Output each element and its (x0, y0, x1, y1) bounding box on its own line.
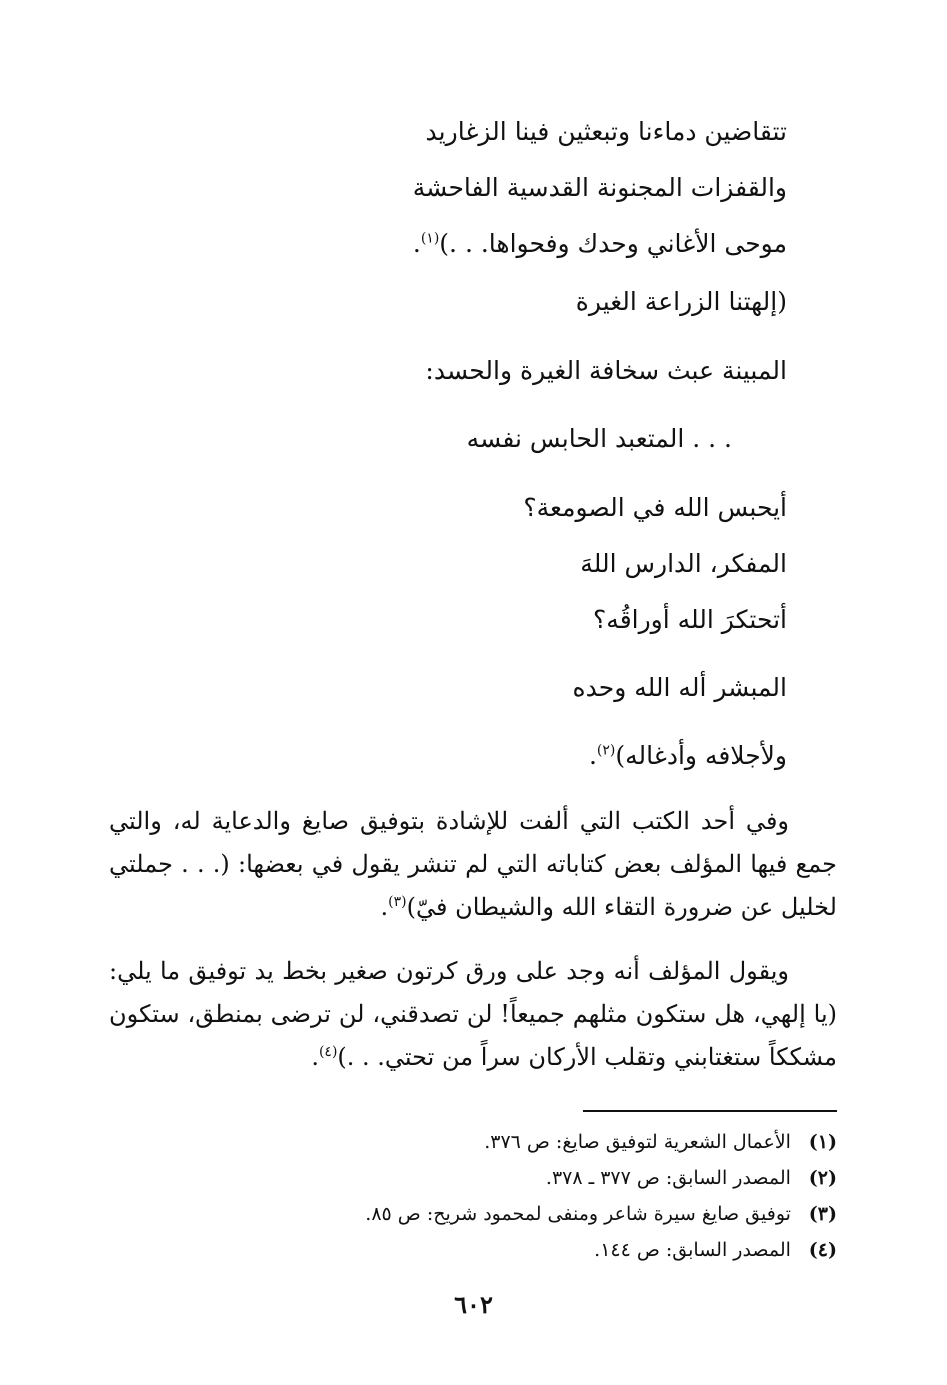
page-number: ٦٠٢ (454, 1290, 493, 1319)
footnote-marker: (٢) (596, 742, 616, 759)
footnote (109, 1196, 837, 1232)
paragraph-period: . (380, 893, 389, 921)
verse-period: . (412, 229, 421, 258)
verse-line (187, 170, 787, 206)
verse-text: أتحتكرَ الله أوراقُه؟ (593, 605, 787, 634)
footnote (109, 1232, 837, 1268)
verse-line (187, 602, 787, 638)
footnote-number: (٤) (808, 1239, 837, 1261)
verse-period: . (588, 741, 597, 770)
paragraph (109, 950, 837, 1079)
footnote-separator (583, 1110, 837, 1112)
verse-text: ولأجلافه وأدغاله) (615, 741, 787, 770)
footnote-number: (١) (808, 1131, 837, 1153)
footnote-marker: (٤) (318, 1044, 338, 1060)
footnote-text: الأعمال الشعرية لتوفيق صايغ: ص ٣٧٦. (484, 1131, 791, 1153)
verse-line (187, 226, 787, 262)
paragraph-text: ويقول المؤلف أنه وجد على ورق كرتون صغير بخط يد توفيق ما يلي: (يا إلهي، هل ستكون مثلهم جميعاً! لن تصدقني، لن ترضى بمنطق، ستكون مشككاً ستغتابني وتقلب الأركان سراً من تحتي. . .) (109, 957, 837, 1071)
footnote-text: المصدر السابق: ص ٣٧٧ ـ ٣٧٨. (545, 1167, 791, 1189)
verse-text: المفكر، الدارس اللهَ (580, 549, 787, 578)
verse-line (187, 546, 787, 582)
footnote-text: توفيق صايغ سيرة شاعر ومنفى لمحمود شريح: ص ٨٥. (365, 1203, 791, 1225)
verse-text: المبشر أله الله وحده (572, 673, 787, 702)
verse-text: أيحبس الله في الصومعة؟ (523, 493, 787, 522)
paragraph-text: وفي أحد الكتب التي ألفت للإشادة بتوفيق صايغ والدعاية له، والتي جمع فيها المؤلف بعض كتاباته التي لم تنشر يقول في بعضها: (. . . جملتي لخليل عن ضرورة التقاء الله والشيطان فيّ) (109, 807, 837, 921)
verse-line (187, 490, 787, 526)
verse-text: المبينة عبث سخافة الغيرة والحسد: (425, 356, 787, 385)
verse-text: . . . المتعبد الحابس نفسه (466, 424, 732, 453)
verse-line (187, 738, 787, 774)
footnote-number: (٢) (808, 1167, 837, 1189)
verse-line (187, 353, 787, 389)
footnote-marker: (٣) (388, 894, 407, 910)
footnote-marker: (١) (420, 230, 440, 247)
footnote-number: (٣) (808, 1203, 837, 1225)
verse-line (187, 670, 787, 706)
paragraph-period: . (311, 1043, 319, 1071)
verse-line (187, 284, 787, 320)
verse-text: تتقاضين دماءنا وتبعثين فينا الزغاريد (425, 117, 787, 146)
verse-text: والقفزات المجنونة القدسية الفاحشة (412, 173, 787, 202)
verse-line (187, 114, 787, 150)
footnotes-list (109, 1124, 837, 1268)
verse-text: موحى الأغاني وحدك وفحواها. . .) (439, 229, 787, 258)
footnote-text: المصدر السابق: ص ١٤٤. (594, 1239, 791, 1261)
footnote (109, 1160, 837, 1196)
paragraph (109, 800, 837, 929)
verse-line (132, 421, 732, 457)
verse-text: (إلهتنا الزراعة الغيرة (575, 287, 787, 316)
footnote (109, 1124, 837, 1160)
